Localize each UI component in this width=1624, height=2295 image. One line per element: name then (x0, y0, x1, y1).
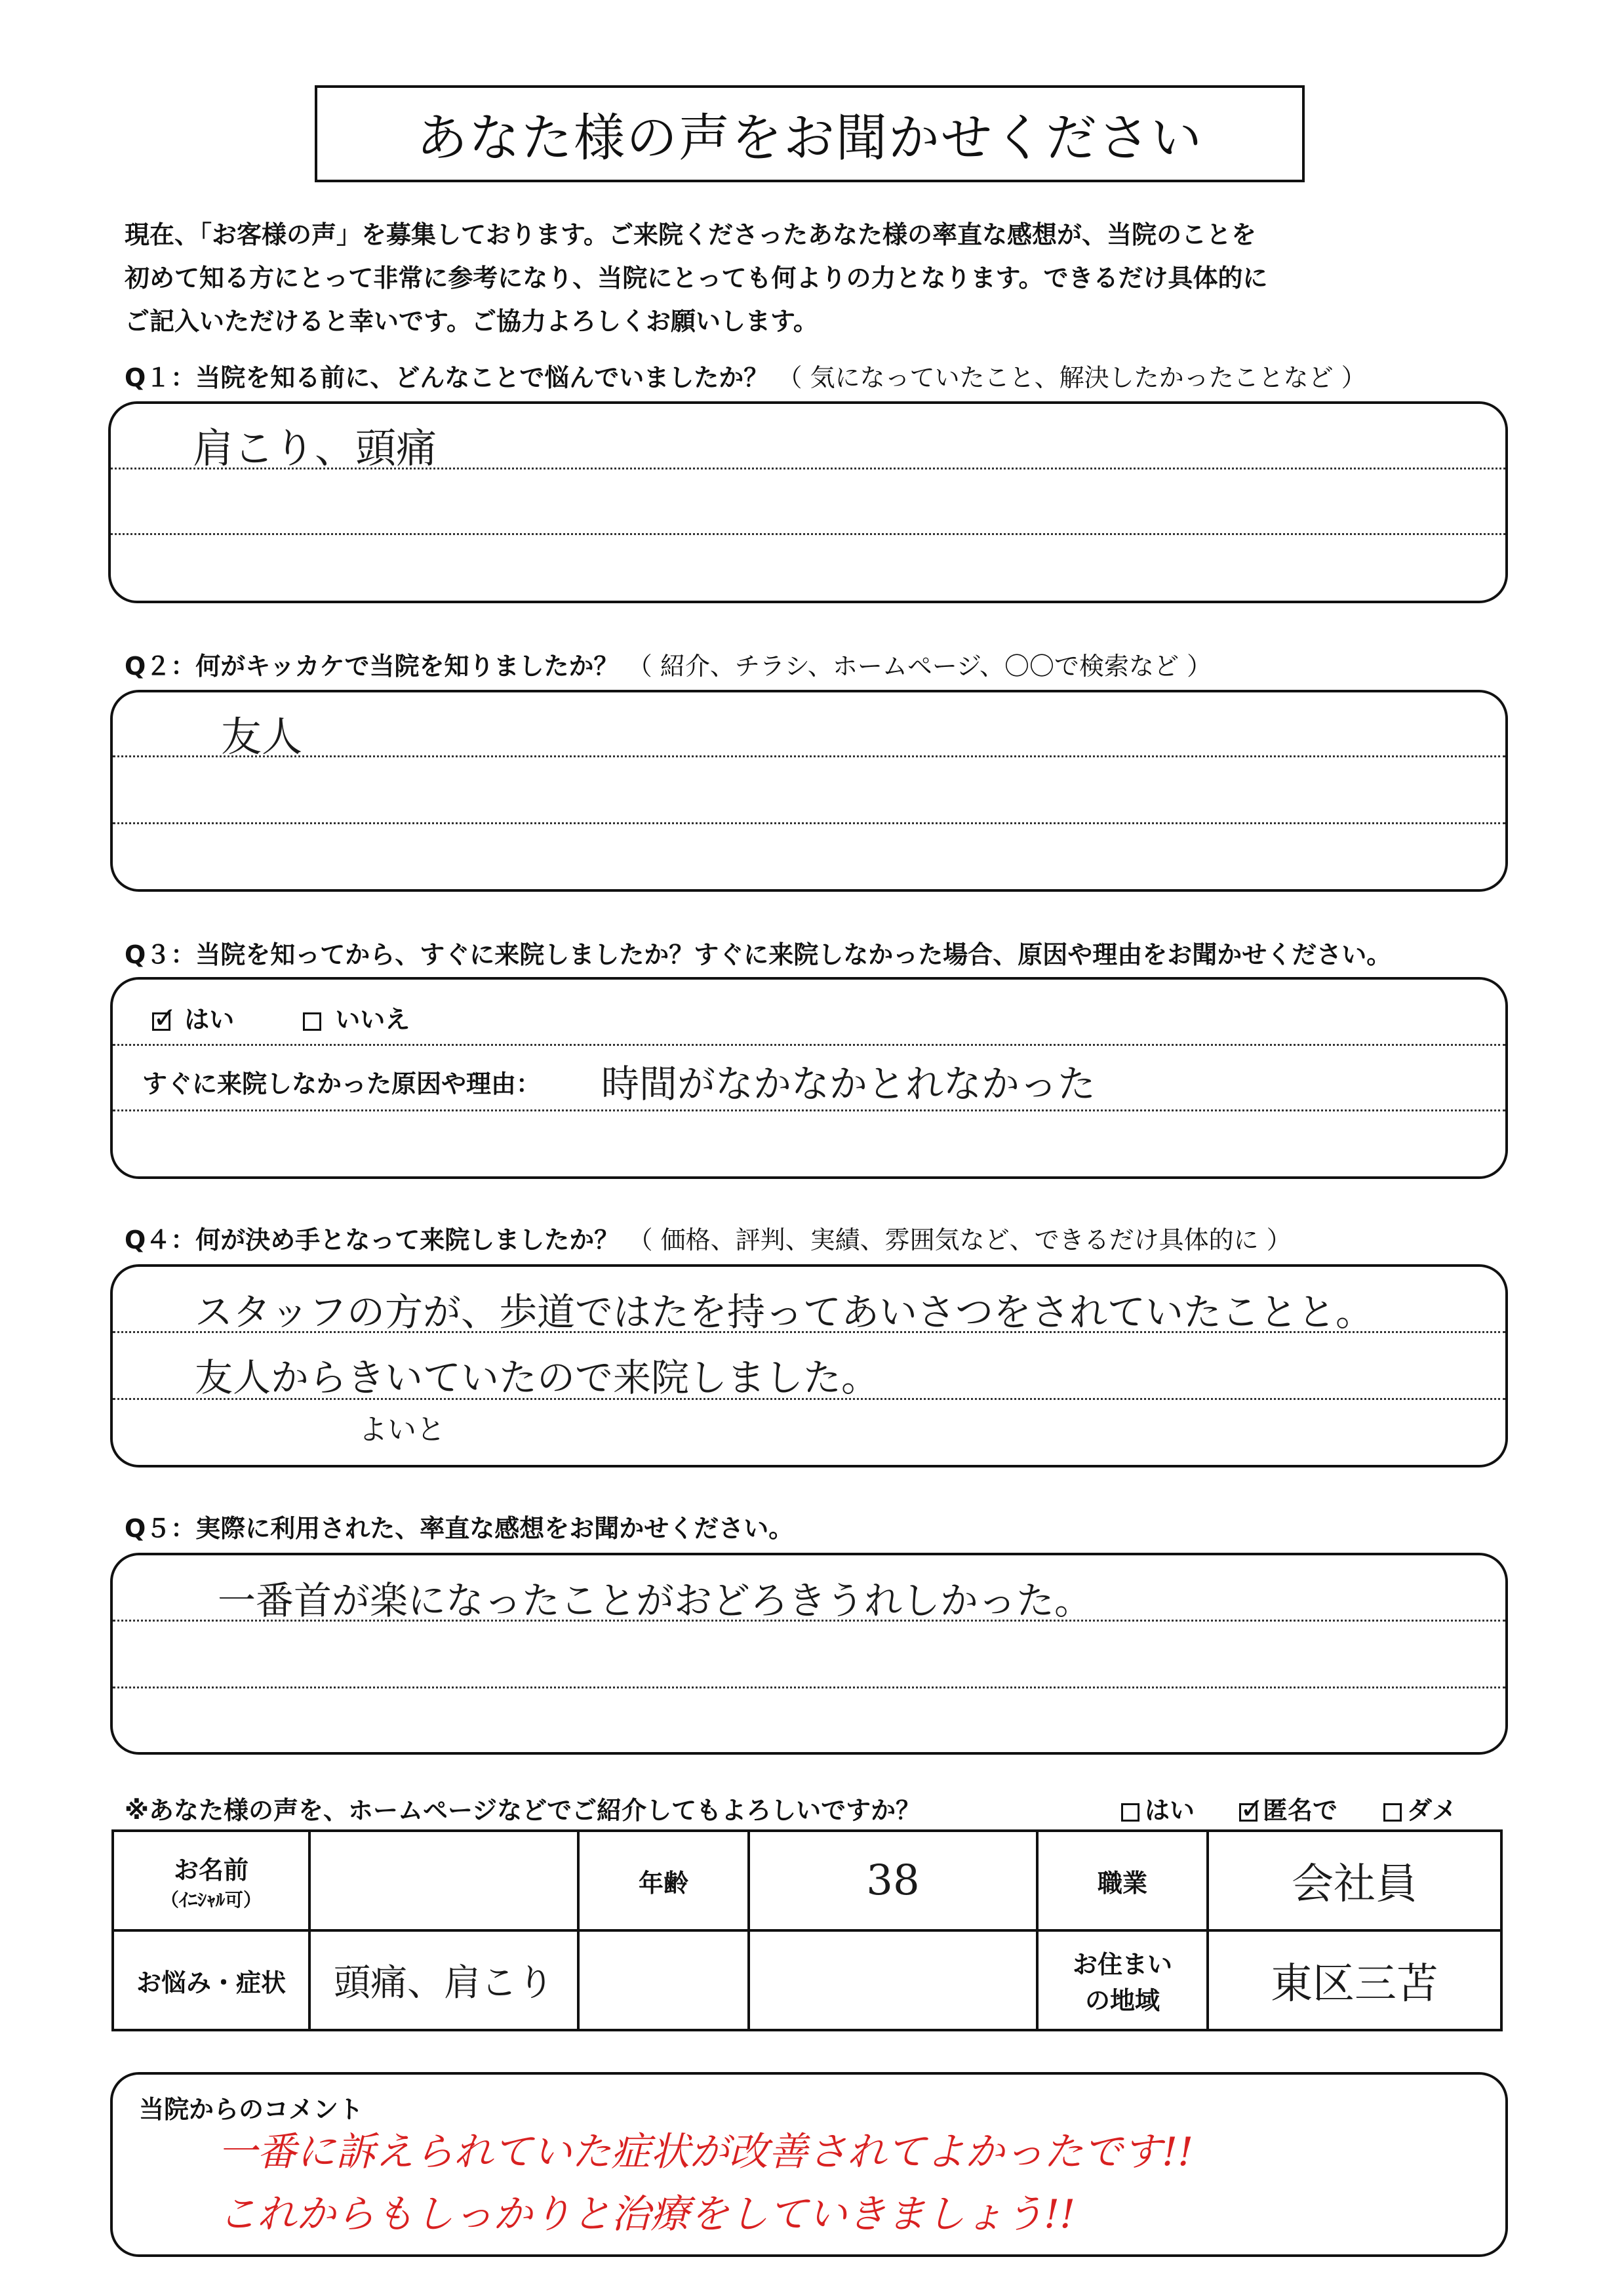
comment-box (110, 2072, 1508, 2257)
comment-line2: これからもしっかりと治療をしていきましょう!! (218, 2191, 1076, 2237)
q2-answer-box[interactable] (110, 690, 1508, 892)
consent-yes-label: はい (1145, 1796, 1195, 1825)
name-label: お名前 （ｲﾆｼｬﾙ可） (113, 1831, 309, 1930)
q4-hint: （ 価格、評判、実績、雰囲気など、できるだけ具体的に ） (627, 1226, 1292, 1254)
q3-reason-answer: 時間がなかなかとれなかった (601, 1062, 1096, 1106)
q4-answer-line1: スタッフの方が、歩道ではたを持ってあいさつをされていたことと。 (195, 1290, 1374, 1334)
q2-label: Q２：何がキッカケで当院を知りましたか？ (125, 652, 619, 681)
q2-hint: （ 紹介、チラシ、ホームページ、〇〇で検索など ） (627, 652, 1212, 681)
q4-answer-line2: 友人からきいていたので来院しました。 (195, 1355, 880, 1400)
q3-label: Q３：当院を知ってから、すぐに来院しましたか？すぐに来院しなかった場合、原因や理由をお聞かせください。 (125, 940, 1392, 969)
consent-option-anonymous[interactable] (1239, 1790, 1337, 1826)
area-field[interactable]: 東区三苫 (1208, 1930, 1501, 2030)
empty-cell (578, 1930, 749, 2030)
empty-cell (749, 1930, 1037, 2030)
job-field[interactable]: 会社員 (1208, 1831, 1501, 1930)
consent-anonymous-checkbox[interactable] (1239, 1803, 1258, 1822)
q5-answer: 一番首が楽になったことがおどろきうれしかった。 (218, 1578, 1093, 1623)
q3-no-label: いいえ (335, 1005, 410, 1034)
q5-question (125, 1508, 793, 1544)
intro-line: ご記入いただけると幸いです。ご協力よろしくお願いします。 (125, 307, 818, 336)
consent-no-label: ダメ (1407, 1796, 1457, 1825)
q3-question (125, 934, 1391, 970)
info-table (111, 1829, 1503, 2031)
q5-label: Q５：実際に利用された、率直な感想をお聞かせください。 (125, 1514, 794, 1543)
q3-no-checkbox[interactable] (303, 1012, 321, 1031)
name-field[interactable] (309, 1831, 578, 1930)
q1-answer-box[interactable] (108, 401, 1508, 603)
q2-question (125, 646, 1212, 682)
consent-anonymous-label: 匿名で (1263, 1796, 1338, 1825)
symptom-field[interactable]: 頭痛、肩こり (309, 1930, 578, 2030)
q4-label: Q４：何が決め手となって来院しましたか？ (125, 1226, 620, 1254)
job-label: 職業 (1037, 1831, 1208, 1930)
symptom-label: お悩み・症状 (113, 1930, 309, 2030)
q1-answer: 肩こり、頭痛 (193, 424, 437, 472)
comment-label: 当院からのコメント (139, 2095, 364, 2124)
intro-line: 現在、「お客様の声」を募集しております。ご来院くださったあなた様の率直な感想が、当院のことを (125, 220, 1256, 249)
name-sub-label: （ｲﾆｼｬﾙ可） (160, 1888, 262, 1911)
q3-reason-label: すぐに来院しなかった原因や理由： (142, 1069, 542, 1098)
intro-line: 初めて知る方にとって非常に参考になり、当院にとっても何よりの力となります。できるだけ具体的に (125, 264, 1268, 292)
q3-no-option[interactable] (303, 999, 410, 1035)
q1-question (125, 357, 1366, 393)
consent-no-checkbox[interactable] (1383, 1803, 1402, 1822)
q1-label: Q１：当院を知る前に、どんなことで悩んでいましたか？ (125, 363, 769, 392)
q1-hint: （ 気になっていたこと、解決したかったことなど ） (777, 363, 1366, 392)
consent-option-no[interactable] (1383, 1790, 1457, 1826)
q3-yes-checkbox[interactable] (152, 1012, 170, 1031)
q4-question (125, 1220, 1292, 1256)
q5-answer-box[interactable] (110, 1553, 1508, 1755)
comment-line1: 一番に訴えられていた症状が改善されてよかったです!! (218, 2129, 1194, 2175)
q4-answer-box[interactable] (110, 1264, 1508, 1467)
q3-answer-box[interactable] (110, 977, 1508, 1179)
age-label: 年齢 (578, 1831, 749, 1930)
page-title: あなた様の声をお聞かせください (315, 85, 1305, 182)
q2-answer: 友人 (221, 713, 303, 761)
intro-text (125, 213, 1501, 343)
q3-yes-option[interactable] (152, 999, 234, 1035)
age-field[interactable]: 38 (749, 1831, 1037, 1930)
consent-option-yes[interactable] (1121, 1790, 1195, 1826)
area-label: お住まい の地域 (1037, 1930, 1208, 2030)
consent-question: ※あなた様の声を、ホームページなどでご紹介してもよろしいですか？ (125, 1796, 921, 1825)
q4-answer-insert: よいと (359, 1413, 445, 1447)
consent-yes-checkbox[interactable] (1121, 1803, 1139, 1822)
q3-yes-label: はい (184, 1005, 235, 1034)
